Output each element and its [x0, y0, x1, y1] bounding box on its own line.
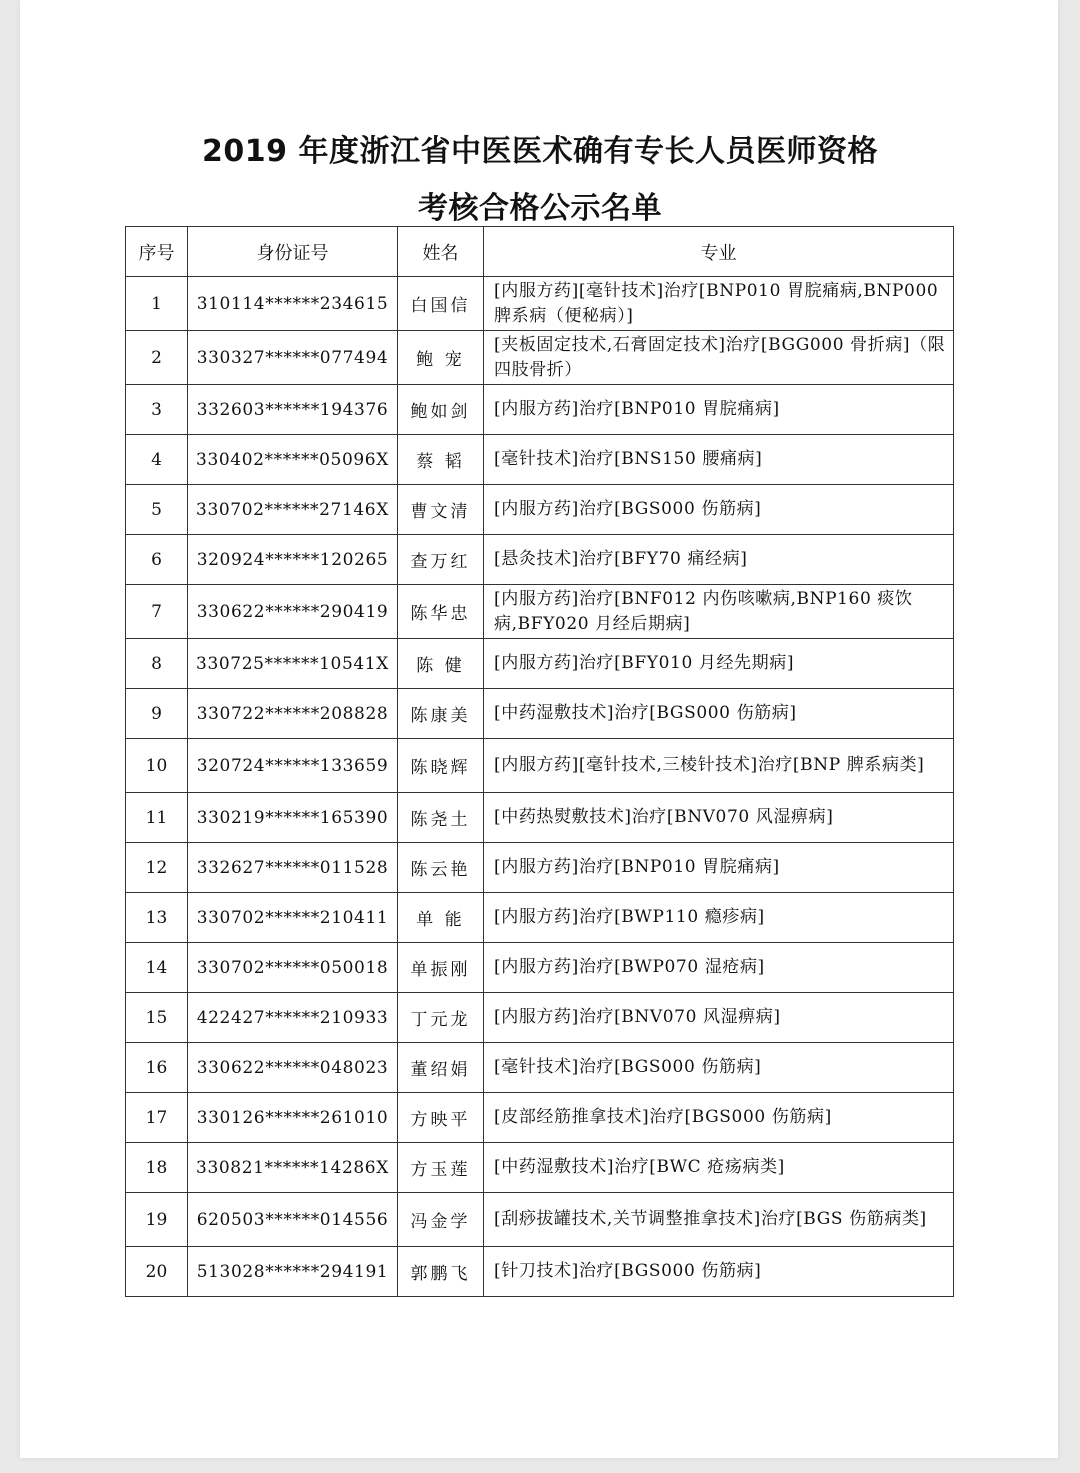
table-row: [126, 893, 954, 943]
table-row: [126, 739, 954, 793]
cell-id: 332603******194376: [188, 385, 398, 435]
cell-id: 330402******05096X: [188, 435, 398, 485]
table-row: [126, 843, 954, 893]
table-row: [126, 793, 954, 843]
cell-id: 320924******120265: [188, 535, 398, 585]
table-row: [126, 485, 954, 535]
table-header-row: [126, 227, 954, 277]
cell-no: 5: [126, 485, 188, 535]
table-row: [126, 639, 954, 689]
cell-spec: [中药湿敷技术]治疗[BWC 疮疡病类]: [484, 1143, 954, 1193]
cell-spec: [皮部经筋推拿技术]治疗[BGS000 伤筋病]: [484, 1093, 954, 1143]
cell-name: 陈云艳: [398, 843, 484, 893]
table-row: [126, 585, 954, 639]
table-row: [126, 1043, 954, 1093]
cell-id: 620503******014556: [188, 1193, 398, 1247]
cell-name: 方映平: [398, 1093, 484, 1143]
table-row: [126, 331, 954, 385]
cell-name: 陈晓辉: [398, 739, 484, 793]
cell-spec: [内服方药]治疗[BWP070 湿疮病]: [484, 943, 954, 993]
table-row: [126, 435, 954, 485]
cell-name: 冯金学: [398, 1193, 484, 1247]
document-title: 2019 年度浙江省中医医术确有专长人员医师资格: [202, 134, 878, 169]
table-row: [126, 993, 954, 1043]
cell-id: 330622******290419: [188, 585, 398, 639]
cell-spec: [毫针技术]治疗[BGS000 伤筋病]: [484, 1043, 954, 1093]
cell-name: 董绍娟: [398, 1043, 484, 1093]
table-row: [126, 1143, 954, 1193]
cell-id: 330327******077494: [188, 331, 398, 385]
cell-spec: [夹板固定技术,石膏固定技术]治疗[BGG000 骨折病]（限四肢骨折）: [484, 331, 954, 385]
header-spec: 专业: [484, 227, 954, 277]
cell-spec: [内服方药]治疗[BNP010 胃脘痛病]: [484, 843, 954, 893]
cell-id: 330821******14286X: [188, 1143, 398, 1193]
document-subtitle: 考核合格公示名单: [418, 191, 662, 226]
cell-no: 10: [126, 739, 188, 793]
cell-spec: [中药热熨敷技术]治疗[BNV070 风湿痹病]: [484, 793, 954, 843]
cell-no: 8: [126, 639, 188, 689]
cell-spec: [内服方药]治疗[BGS000 伤筋病]: [484, 485, 954, 535]
cell-name: 陈康美: [398, 689, 484, 739]
cell-name: 鲍 宠: [398, 331, 484, 385]
cell-no: 20: [126, 1247, 188, 1297]
cell-id: 320724******133659: [188, 739, 398, 793]
cell-no: 17: [126, 1093, 188, 1143]
table-row: [126, 1193, 954, 1247]
header-no: 序号: [126, 227, 188, 277]
cell-id: 330702******210411: [188, 893, 398, 943]
cell-id: 330622******048023: [188, 1043, 398, 1093]
cell-spec: [内服方药]治疗[BFY010 月经先期病]: [484, 639, 954, 689]
cell-id: 310114******234615: [188, 277, 398, 331]
cell-name: 曹文清: [398, 485, 484, 535]
cell-no: 2: [126, 331, 188, 385]
table-row: [126, 385, 954, 435]
table-row: [126, 1247, 954, 1297]
cell-name: 单振刚: [398, 943, 484, 993]
cell-id: 330702******27146X: [188, 485, 398, 535]
table-row: [126, 277, 954, 331]
cell-id: 513028******294191: [188, 1247, 398, 1297]
cell-name: 陈华忠: [398, 585, 484, 639]
cell-spec: [中药湿敷技术]治疗[BGS000 伤筋病]: [484, 689, 954, 739]
cell-spec: [内服方药][毫针技术,三棱针技术]治疗[BNP 脾系病类]: [484, 739, 954, 793]
header-name: 姓名: [398, 227, 484, 277]
cell-id: 330725******10541X: [188, 639, 398, 689]
cell-name: 单 能: [398, 893, 484, 943]
table-row: [126, 689, 954, 739]
cell-no: 4: [126, 435, 188, 485]
cell-no: 3: [126, 385, 188, 435]
cell-name: 陈 健: [398, 639, 484, 689]
cell-id: 330702******050018: [188, 943, 398, 993]
cell-spec: [悬灸技术]治疗[BFY70 痛经病]: [484, 535, 954, 585]
header-id: 身份证号: [188, 227, 398, 277]
cell-name: 丁元龙: [398, 993, 484, 1043]
cell-spec: [内服方药]治疗[BNP010 胃脘痛病]: [484, 385, 954, 435]
table-row: [126, 1093, 954, 1143]
cell-no: 9: [126, 689, 188, 739]
cell-id: 330219******165390: [188, 793, 398, 843]
cell-id: 330722******208828: [188, 689, 398, 739]
cell-no: 6: [126, 535, 188, 585]
cell-spec: [刮痧拔罐技术,关节调整推拿技术]治疗[BGS 伤筋病类]: [484, 1193, 954, 1247]
table-row: [126, 535, 954, 585]
roster-table: [125, 226, 954, 1297]
table-row: [126, 943, 954, 993]
cell-name: 陈尧土: [398, 793, 484, 843]
cell-no: 12: [126, 843, 188, 893]
cell-no: 7: [126, 585, 188, 639]
cell-name: 查万红: [398, 535, 484, 585]
cell-name: 白国信: [398, 277, 484, 331]
cell-no: 13: [126, 893, 188, 943]
cell-spec: [毫针技术]治疗[BNS150 腰痛病]: [484, 435, 954, 485]
cell-no: 16: [126, 1043, 188, 1093]
cell-no: 19: [126, 1193, 188, 1247]
cell-spec: [内服方药]治疗[BWP110 瘾疹病]: [484, 893, 954, 943]
cell-name: 郭鹏飞: [398, 1247, 484, 1297]
cell-id: 332627******011528: [188, 843, 398, 893]
cell-name: 方玉莲: [398, 1143, 484, 1193]
cell-id: 422427******210933: [188, 993, 398, 1043]
cell-spec: [内服方药]治疗[BNV070 风湿痹病]: [484, 993, 954, 1043]
cell-no: 14: [126, 943, 188, 993]
cell-id: 330126******261010: [188, 1093, 398, 1143]
cell-spec: [内服方药]治疗[BNF012 内伤咳嗽病,BNP160 痰饮病,BFY020 月经后期病]: [484, 585, 954, 639]
cell-no: 18: [126, 1143, 188, 1193]
cell-spec: [内服方药][毫针技术]治疗[BNP010 胃脘痛病,BNP000 脾系病（便秘病）]: [484, 277, 954, 331]
cell-no: 1: [126, 277, 188, 331]
cell-no: 11: [126, 793, 188, 843]
cell-name: 鲍如剑: [398, 385, 484, 435]
cell-no: 15: [126, 993, 188, 1043]
cell-name: 蔡 韬: [398, 435, 484, 485]
cell-spec: [针刀技术]治疗[BGS000 伤筋病]: [484, 1247, 954, 1297]
